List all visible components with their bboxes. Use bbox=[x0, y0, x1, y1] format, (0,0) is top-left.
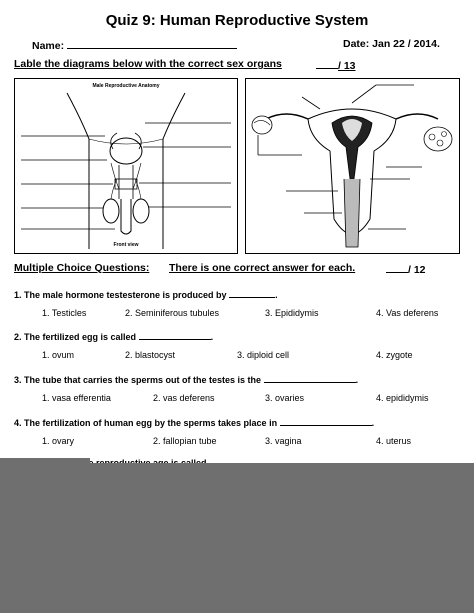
question-2: 2. The fertilized egg is called . bbox=[14, 329, 213, 342]
answer-blank[interactable] bbox=[139, 329, 211, 340]
answer-blank[interactable] bbox=[264, 372, 356, 383]
option-2-3[interactable]: 3. diploid cell bbox=[237, 350, 290, 360]
option-1-3[interactable]: 3. Epididymis bbox=[265, 308, 319, 318]
section1-score-blank[interactable] bbox=[316, 58, 338, 69]
option-1-2[interactable]: 2. Seminiferous tubules bbox=[125, 308, 220, 318]
male-diagram-title: Male Reproductive Anatomy bbox=[92, 83, 160, 89]
option-3-2[interactable]: 2. vas deferens bbox=[153, 393, 215, 403]
section1-instruction: Lable the diagrams below with the correct sex organs bbox=[14, 58, 282, 70]
date-label: Date: Jan 22 / 2014. bbox=[343, 38, 440, 50]
section1-score: / 13 bbox=[316, 58, 356, 72]
option-2-4[interactable]: 4. zygote bbox=[376, 350, 413, 360]
option-4-4[interactable]: 4. uterus bbox=[376, 436, 412, 446]
question-4: 4. The fertilization of human egg by the sperms takes place in . bbox=[14, 415, 374, 428]
option-3-3[interactable]: 3. ovaries bbox=[265, 393, 305, 403]
male-diagram-caption: Front view bbox=[113, 242, 139, 248]
gray-overlay bbox=[0, 463, 474, 613]
section2-heading: Multiple Choice Questions: bbox=[14, 262, 150, 274]
male-anatomy-illustration bbox=[15, 79, 237, 253]
option-4-1[interactable]: 1. ovary bbox=[42, 436, 75, 446]
section2-score: / 12 bbox=[386, 262, 426, 276]
name-line bbox=[32, 38, 237, 52]
option-1-4[interactable]: 4. Vas deferens bbox=[376, 308, 439, 318]
name-blank[interactable] bbox=[67, 38, 237, 49]
answer-blank[interactable] bbox=[280, 415, 372, 426]
section2-score-blank[interactable] bbox=[386, 262, 408, 273]
option-3-4[interactable]: 4. epididymis bbox=[376, 393, 429, 403]
option-4-2[interactable]: 2. fallopian tube bbox=[153, 436, 217, 446]
page-title: Quiz 9: Human Reproductive System bbox=[105, 12, 369, 29]
female-anatomy-illustration bbox=[246, 79, 459, 253]
option-2-2[interactable]: 2. blastocyst bbox=[125, 350, 176, 360]
option-2-1[interactable]: 1. ovum bbox=[42, 350, 75, 360]
question-3: 3. The tube that carries the sperms out of the testes is the . bbox=[14, 372, 358, 385]
option-3-1[interactable]: 1. vasa efferentia bbox=[42, 393, 111, 403]
female-diagram bbox=[245, 78, 460, 254]
question-1: 1. The male hormone testesterone is produced by . bbox=[14, 287, 278, 300]
name-label: Name: bbox=[32, 40, 65, 52]
section2-instruction: There is one correct answer for each. bbox=[169, 262, 356, 274]
male-diagram bbox=[14, 78, 238, 254]
option-4-3[interactable]: 3. vagina bbox=[265, 436, 302, 446]
answer-blank[interactable] bbox=[229, 287, 275, 298]
option-1-1[interactable]: 1. Testicles bbox=[42, 308, 87, 318]
section1-line bbox=[14, 58, 282, 70]
